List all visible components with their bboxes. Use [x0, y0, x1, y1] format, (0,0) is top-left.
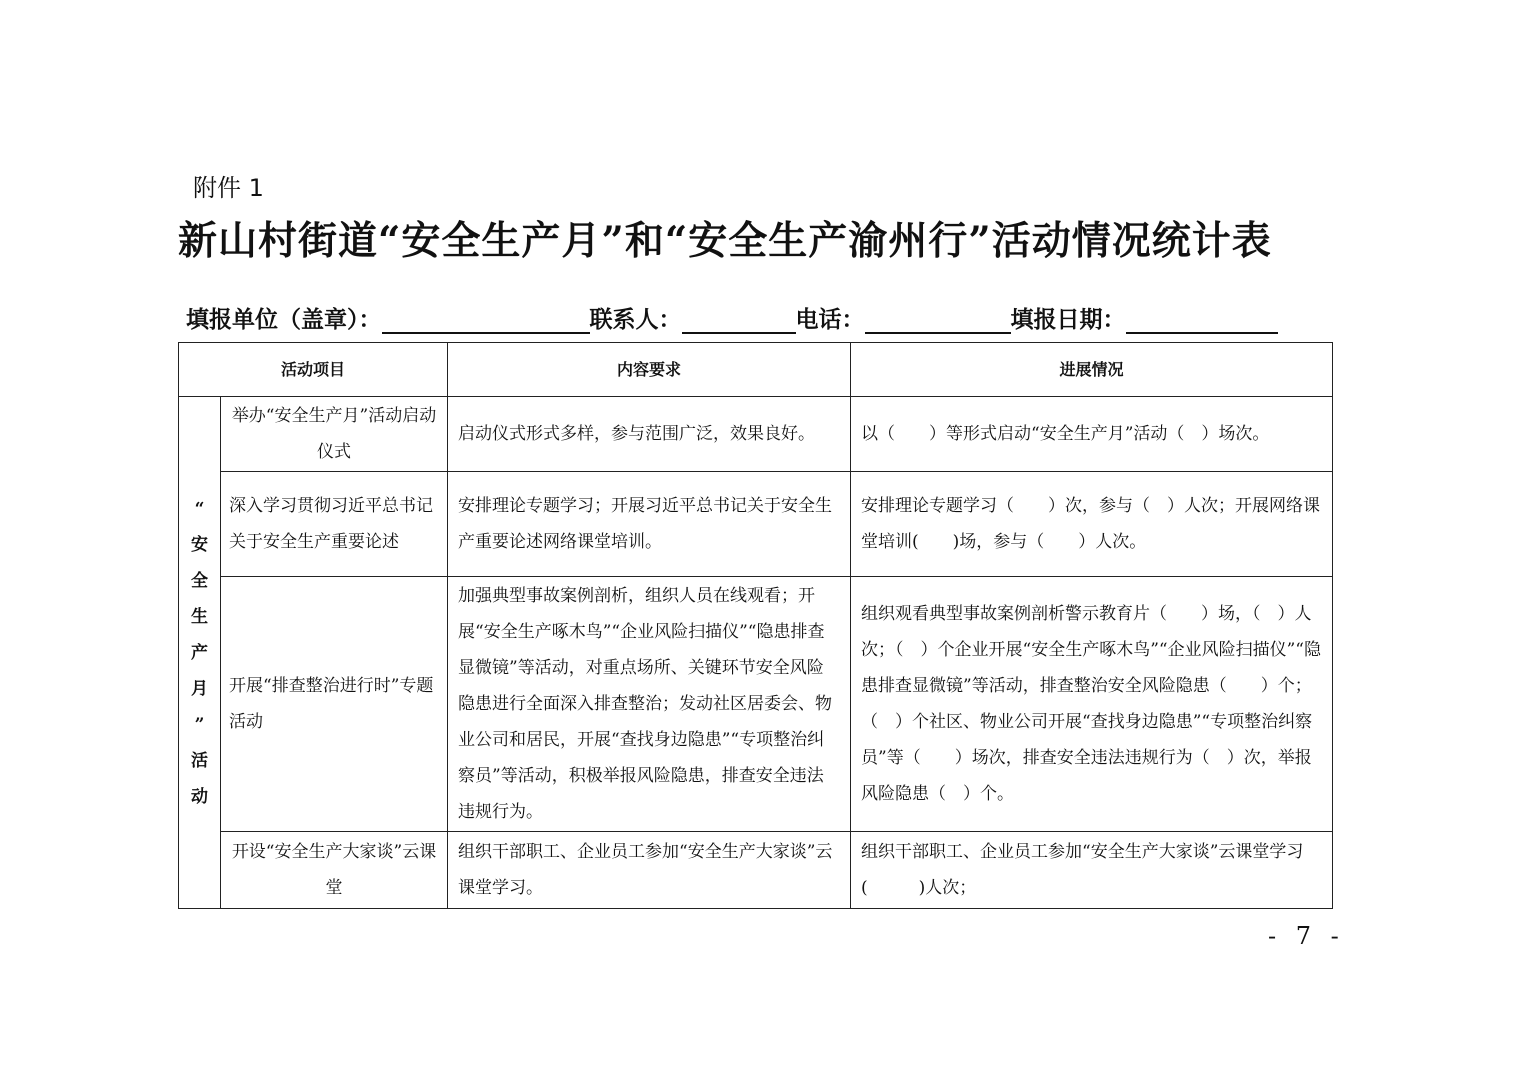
- group-label-char: 安: [191, 534, 208, 555]
- header-requirements: 内容要求: [448, 343, 851, 397]
- table-header-row: [179, 343, 1333, 397]
- progress-cell[interactable]: 以（ ）等形式启动“安全生产月”活动（ ）场次。: [851, 397, 1333, 472]
- group-label: [179, 397, 221, 909]
- unit-blank[interactable]: [382, 302, 590, 334]
- unit-label: 填报单位（盖章）：: [186, 306, 382, 333]
- contact-blank[interactable]: [682, 302, 796, 334]
- group-label-char: 产: [191, 642, 208, 663]
- group-label-char: “: [194, 498, 205, 519]
- requirement-cell: 加强典型事故案例剖析，组织人员在线观看；开展“安全生产啄木鸟”“企业风险扫描仪”“隐患排查显微镜”等活动，对重点场所、关键环节安全风险隐患进行全面深入排查整治；发动社区居委会、物业公司和居民，开展“查找身边隐患”“专项整治纠察员”等活动，积极举报风险隐患，排查安全违法违规行为。: [448, 577, 851, 832]
- requirement-cell: 组织干部职工、企业员工参加“安全生产大家谈”云课堂学习。: [448, 832, 851, 909]
- group-label-char: 月: [191, 678, 208, 699]
- progress-cell[interactable]: 组织干部职工、企业员工参加“安全生产大家谈”云课堂学习( )人次；: [851, 832, 1333, 909]
- progress-cell[interactable]: 安排理论专题学习（ ）次，参与（ ）人次；开展网络课堂培训( )场，参与（ ）人次。: [851, 472, 1333, 577]
- table-row: [179, 472, 1333, 577]
- date-blank[interactable]: [1126, 302, 1278, 334]
- group-label-char: 生: [191, 606, 208, 627]
- group-label-char: 全: [191, 570, 208, 591]
- table-row: [179, 397, 1333, 472]
- item-cell: 举办“安全生产月”活动启动仪式: [221, 397, 448, 472]
- table-row: [179, 577, 1333, 832]
- group-label-char: 活: [191, 750, 208, 771]
- requirement-cell: 安排理论专题学习；开展习近平总书记关于安全生产重要论述网络课堂培训。: [448, 472, 851, 577]
- phone-label: 电话：: [795, 306, 865, 333]
- item-cell: 开展“排查整治进行时”专题活动: [221, 577, 448, 832]
- form-fields-line: [186, 298, 1336, 334]
- phone-blank[interactable]: [865, 302, 1011, 334]
- contact-label: 联系人：: [589, 306, 682, 333]
- document-title: 新山村街道“安全生产月”和“安全生产渝州行”活动情况统计表: [178, 218, 1272, 264]
- table-row: [179, 832, 1333, 909]
- statistics-table: [178, 342, 1333, 909]
- item-cell: 开设“安全生产大家谈”云课堂: [221, 832, 448, 909]
- date-label: 填报日期：: [1010, 306, 1126, 333]
- group-label-char: ”: [194, 714, 205, 735]
- group-label-char: 动: [191, 786, 208, 807]
- attachment-label: 附件 1: [193, 174, 264, 202]
- requirement-cell: 启动仪式形式多样，参与范围广泛，效果良好。: [448, 397, 851, 472]
- header-progress: 进展情况: [851, 343, 1333, 397]
- progress-cell[interactable]: 组织观看典型事故案例剖析警示教育片（ ）场，（ ）人次；（ ）个企业开展“安全生产啄木鸟”“企业风险扫描仪”“隐患排查显微镜”等活动，排查整治安全风险隐患（ ）个；（ ）个社区、物业公司开展“查找身边隐患”“专项整治纠察员”等（ ）场次，排查安全违法违规行为（ ）次，举报风险隐患（ ）个。: [851, 577, 1333, 832]
- page-number: - 7 -: [1268, 922, 1345, 950]
- item-cell: 深入学习贯彻习近平总书记关于安全生产重要论述: [221, 472, 448, 577]
- header-activity-item: 活动项目: [179, 343, 448, 397]
